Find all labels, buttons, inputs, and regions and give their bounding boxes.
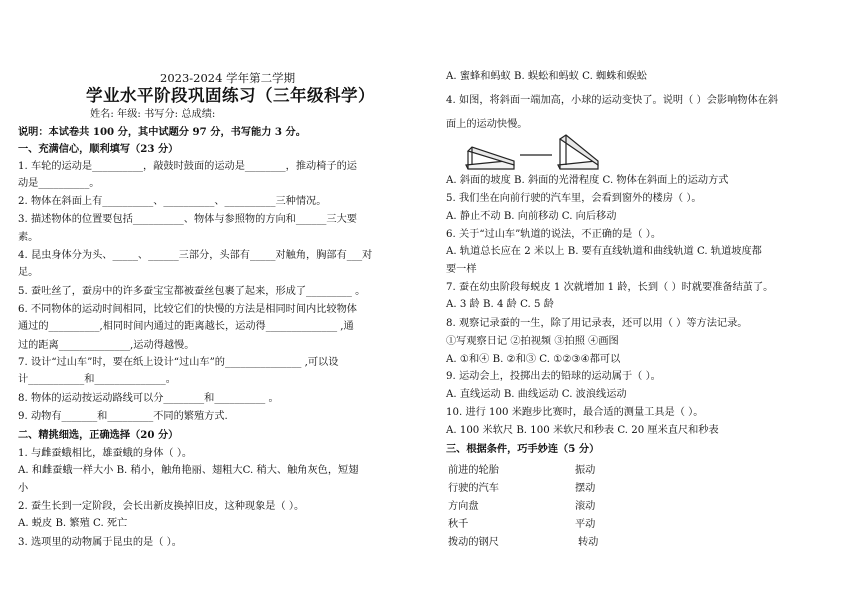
left-line: 通过的__________,相同时间内通过的距离越长，运动得______________ ,通 bbox=[18, 321, 354, 332]
right-line: A. 蜜蜂和蚂蚁 B. 蜈蚣和蚂蚁 C. 蜘蛛和蜈蚣 bbox=[446, 71, 647, 82]
left-line: 2. 物体在斜面上有__________、__________、__________三种情况。 bbox=[18, 196, 327, 207]
right-line: A. 100 米软尺 B. 100 米软尺和秒表 C. 20 厘米直尺和秒表 bbox=[446, 425, 719, 436]
right-line: 10. 进行 100 米跑步比赛时，最合适的测量工具是（ ）。 bbox=[446, 407, 704, 418]
left-line: 1. 车轮的运动是__________，敲鼓时鼓面的运动是________，推动椅子的运 bbox=[18, 161, 357, 172]
right-line: 面上的运动快慢。 bbox=[446, 119, 528, 130]
left-line: 足。 bbox=[18, 267, 39, 278]
right-line: 5. 我们坐在向前行驶的汽车里，会看到窗外的楼房（ ）。 bbox=[446, 193, 702, 204]
match-left-item[interactable]: 秋千 bbox=[448, 519, 469, 530]
match-right-item[interactable]: 平动 bbox=[575, 519, 596, 530]
left-line: 素。 bbox=[18, 232, 39, 243]
match-left-item[interactable]: 前进的轮胎 bbox=[448, 465, 499, 476]
right-line: 9. 运动会上，投掷出去的铅球的运动属于（ ）。 bbox=[446, 371, 661, 382]
right-line: A. ①和④ B. ②和③ C. ①②③④都可以 bbox=[446, 354, 621, 365]
match-right-item[interactable]: 摆动 bbox=[575, 483, 596, 494]
right-line: A. 斜面的坡度 B. 斜面的光滑程度 C. 物体在斜面上的运动方式 bbox=[446, 175, 729, 186]
left-line: 8. 物体的运动按运动路线可以分________和__________ 。 bbox=[18, 393, 279, 404]
high-ramp-icon bbox=[558, 135, 598, 169]
left-line: 二、精挑细选，正确选择（20 分） bbox=[18, 429, 179, 441]
left-line: 动是__________。 bbox=[18, 178, 100, 189]
left-line: 4. 昆虫身体分为头、_____、______三部分，头部有_____对触角，胸部有___对 bbox=[18, 250, 373, 261]
left-line: 6. 不同物体的运动时间相同，比较它们的快慢的方法是相同时间内比较物体 bbox=[18, 304, 357, 315]
left-line: 7. 设计“过山车”时，要在纸上设计“过山车”的_______________ ,可以设 bbox=[18, 357, 339, 368]
left-line: 一、充满信心，顺利填写（23 分） bbox=[18, 143, 179, 155]
exam-note: 说明：本试卷共 100 分，其中试题分 97 分，书写能力 3 分。 bbox=[18, 126, 306, 138]
right-line: 三、根据条件，巧手妙连（5 分） bbox=[446, 443, 600, 455]
left-line: A. 和雌蚕蛾一样大小 B. 稍小，触角艳丽、翅粗大C. 稍大、触角灰色，短翅 bbox=[18, 465, 359, 476]
left-line: 2. 蚕生长到一定阶段，会长出新皮换掉旧皮，这种现象是（ ）。 bbox=[18, 501, 305, 512]
low-ramp-icon bbox=[466, 147, 514, 169]
match-left-item[interactable]: 行驶的汽车 bbox=[448, 483, 499, 494]
right-line: ①写观察日记 ②拍视频 ③拍照 ④画图 bbox=[446, 336, 619, 347]
left-line: 3. 选项里的动物属于昆虫的是（ ）。 bbox=[18, 537, 182, 548]
left-line: 9. 动物有_______和_________不同的繁殖方式. bbox=[18, 411, 228, 422]
left-line: 计___________和______________。 bbox=[18, 374, 176, 385]
left-line: 5. 蚕吐丝了，蚕房中的许多蚕宝宝都被蚕丝包裹了起来，形成了_________ 。 bbox=[18, 286, 366, 297]
left-line: 过的距离______________,运动得越慢。 bbox=[18, 340, 195, 351]
right-line: A. 3 龄 B. 4 龄 C. 5 龄 bbox=[446, 299, 554, 310]
year-line: 2023-2024 学年第二学期 bbox=[160, 71, 296, 85]
left-line: 小 bbox=[18, 483, 29, 494]
right-line: 7. 蚕在幼虫阶段每蜕皮 1 次就增加 1 龄，长到（ ）时就要准备结茧了。 bbox=[446, 282, 774, 293]
match-right-item[interactable]: 振动 bbox=[575, 465, 596, 476]
match-left-item[interactable]: 拨动的钢尺 bbox=[448, 537, 499, 548]
right-line: A. 直线运动 B. 曲线运动 C. 波浪线运动 bbox=[446, 389, 627, 400]
match-left-item[interactable]: 方向盘 bbox=[448, 501, 479, 512]
right-line: A. 轨道总长应在 2 米以上 B. 要有直线轨道和曲线轨道 C. 轨道坡度都 bbox=[446, 246, 762, 257]
right-line: A. 静止不动 B. 向前移动 C. 向后移动 bbox=[446, 211, 617, 222]
ramp-figure bbox=[462, 131, 602, 173]
right-line: 8. 观察记录蚕的一生，除了用记录表，还可以用（ ）等方法记录。 bbox=[446, 318, 748, 329]
left-line: 1. 与雌蚕蛾相比，雄蚕蛾的身体（ ）。 bbox=[18, 448, 193, 459]
left-line: 3. 描述物体的位置要包括__________、物体与参照物的方向和______三大要 bbox=[18, 214, 357, 225]
left-line: A. 蜕皮 B. 繁殖 C. 死亡 bbox=[18, 518, 128, 529]
info-line: 姓名: 年级: 书写分: 总成绩: bbox=[90, 109, 216, 120]
page-title: 学业水平阶段巩固练习（三年级科学） bbox=[86, 86, 375, 105]
right-line: 6. 关于“过山车”轨道的说法，不正确的是（ ）。 bbox=[446, 229, 662, 240]
match-right-item[interactable]: 转动 bbox=[578, 537, 599, 548]
right-line: 要一样 bbox=[446, 264, 477, 275]
match-right-item[interactable]: 滚动 bbox=[575, 501, 596, 512]
right-line: 4. 如图，将斜面一端加高，小球的运动变快了。说明（ ）会影响物体在斜 bbox=[446, 95, 779, 106]
